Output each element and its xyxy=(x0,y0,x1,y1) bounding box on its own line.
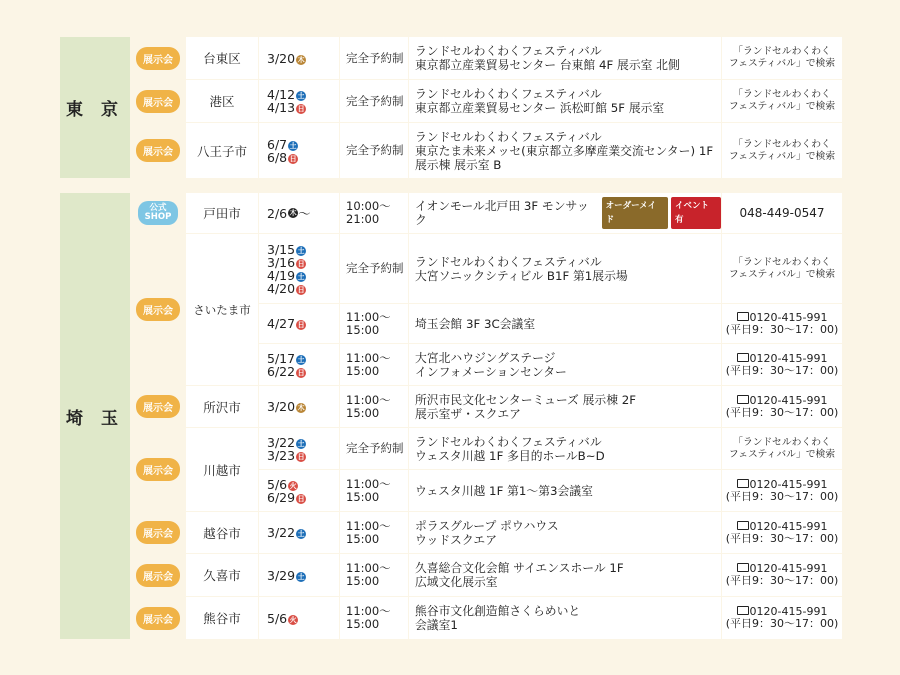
weekday-badge: 土 xyxy=(297,92,305,100)
venue-cell: ランドセルわくわくフェスティバル 大宮ソニックシティビル B1F 第1展示場 xyxy=(409,234,721,303)
weekday-badge: 日 xyxy=(297,259,305,268)
date-cell: 3/22 土 3/23 日 xyxy=(259,428,339,469)
exhibition-badge: 展示会 xyxy=(136,521,180,544)
contact-cell: 0120-415-991 (平日9：30〜17：00) xyxy=(722,304,842,343)
region-saitama xyxy=(60,193,130,639)
time-cell: 11:00〜 15:00 xyxy=(340,597,408,639)
venue-cell: イオンモール北戸田 3F モンサック オーダーメイド イベント有 xyxy=(409,193,721,233)
date-cell: 5/17 土 6/22 日 xyxy=(259,344,339,385)
weekday-badge: 日 xyxy=(297,452,305,461)
city: さいたま市 xyxy=(186,234,258,385)
weekday-badge: 土 xyxy=(297,272,305,281)
time-cell: 完全予約制 xyxy=(340,123,408,178)
time-cell: 11:00〜 15:00 xyxy=(340,554,408,596)
time-cell: 完全予約制 xyxy=(340,37,408,79)
exhibition-badge: 展示会 xyxy=(136,139,180,162)
time-cell: 11:00〜 15:00 xyxy=(340,470,408,511)
venue-cell: 大宮北ハウジングステージ インフォメーションセンター xyxy=(409,344,721,385)
contact-cell: 「ランドセルわくわく フェスティバル」で検索 xyxy=(722,428,842,469)
date-cell: 4/27 日 xyxy=(259,304,339,343)
venue-cell: 久喜総合文化会館 サイエンスホール 1F 広域文化展示室 xyxy=(409,554,721,596)
date-cell: 5/6 火 6/29 日 xyxy=(259,470,339,511)
contact-cell: 「ランドセルわくわく フェスティバル」で検索 xyxy=(722,37,842,79)
weekday-badge: 土 xyxy=(297,246,305,255)
contact-cell: 0120-415-991 (平日9：30〜17：00) xyxy=(722,512,842,553)
city: 所沢市 xyxy=(186,386,258,427)
time-cell: 10:00〜 21:00 xyxy=(340,193,408,233)
time-cell: 完全予約制 xyxy=(340,80,408,122)
exhibition-badge: 展示会 xyxy=(136,90,180,113)
region-tokyo xyxy=(60,37,130,178)
weekday-badge: 日 xyxy=(297,368,305,377)
table-row xyxy=(130,554,842,596)
free-dial-icon xyxy=(737,353,749,362)
exhibition-badge: 展示会 xyxy=(136,564,180,587)
exhibition-badge: 展示会 xyxy=(136,298,180,321)
free-dial-icon xyxy=(737,312,749,321)
weekday-badge: 日 xyxy=(297,105,305,113)
table-row xyxy=(130,386,842,427)
weekday-badge: 日 xyxy=(289,154,297,163)
time-cell: 11:00〜 15:00 xyxy=(340,512,408,553)
venue-cell: ポラスグループ ポウハウス ウッドスクエア xyxy=(409,512,721,553)
event-tag: イベント有 xyxy=(671,197,721,229)
weekday-badge: 火 xyxy=(289,481,297,490)
date-cell: 3/20 木 xyxy=(259,386,339,427)
table-row xyxy=(130,344,842,385)
weekday-badge: 日 xyxy=(297,321,305,329)
contact-cell: 「ランドセルわくわく フェスティバル」で検索 xyxy=(722,123,842,178)
date-cell: 3/20 木 xyxy=(259,37,339,79)
city: 港区 xyxy=(186,80,258,122)
free-dial-icon xyxy=(737,563,749,572)
venue-cell: ランドセルわくわくフェスティバル 東京たま未来メッセ(東京都立多摩産業交流センター) 1F 展示棟 展示室 B xyxy=(409,123,721,178)
date-cell: 3/29 土 xyxy=(259,554,339,596)
date-cell: 3/15 土 3/16 日 4/19 土 4/20 日 xyxy=(259,234,339,303)
venue-cell: ウェスタ川越 1F 第1〜第3会議室 xyxy=(409,470,721,511)
city: 八王子市 xyxy=(186,123,258,178)
contact-cell: 048-449-0547 xyxy=(722,193,842,233)
weekday-badge: 日 xyxy=(297,494,305,503)
weekday-badge: 土 xyxy=(297,439,305,448)
region-label: 東 京 xyxy=(66,100,124,120)
exhibition-badge: 展示会 xyxy=(136,607,180,630)
city: 戸田市 xyxy=(186,193,258,233)
weekday-badge: 木 xyxy=(297,404,305,412)
time-cell: 11:00〜 15:00 xyxy=(340,344,408,385)
exhibition-badge: 展示会 xyxy=(136,47,180,70)
time-cell: 11:00〜 15:00 xyxy=(340,386,408,427)
city: 熊谷市 xyxy=(186,597,258,639)
free-dial-icon xyxy=(737,521,749,530)
contact-cell: 0120-415-991 (平日9：30〜17：00) xyxy=(722,597,842,639)
venue-cell: 熊谷市文化創造館さくらめいと 会議室1 xyxy=(409,597,721,639)
date-cell: 6/7 土 6/8 日 xyxy=(259,123,339,178)
city: 久喜市 xyxy=(186,554,258,596)
free-dial-icon xyxy=(737,479,749,488)
free-dial-icon xyxy=(737,606,749,615)
contact-cell: 「ランドセルわくわく フェスティバル」で検索 xyxy=(722,80,842,122)
venue-cell: 埼玉会館 3F 3C会議室 xyxy=(409,304,721,343)
contact-cell: 0120-415-991 (平日9：30〜17：00) xyxy=(722,470,842,511)
time-cell: 完全予約制 xyxy=(340,428,408,469)
table-row xyxy=(130,123,842,178)
table-row xyxy=(130,512,842,553)
tokyo-table xyxy=(60,37,842,178)
table-row xyxy=(130,470,842,511)
city: 川越市 xyxy=(186,428,258,511)
table-row xyxy=(130,304,842,343)
date-cell: 2/6 木 〜 xyxy=(259,193,339,233)
city: 越谷市 xyxy=(186,512,258,553)
region-label: 埼 玉 xyxy=(66,408,124,429)
exhibition-badge: 展示会 xyxy=(136,395,180,418)
venue-cell: ランドセルわくわくフェスティバル 東京都立産業貿易センター 台東館 4F 展示室 北側 xyxy=(409,37,721,79)
exhibition-badge: 展示会 xyxy=(136,458,180,481)
weekday-badge: 土 xyxy=(289,141,297,150)
table-row xyxy=(130,193,842,233)
weekday-badge: 火 xyxy=(289,615,297,624)
venue-cell: ランドセルわくわくフェスティバル ウェスタ川越 1F 多目的ホールB~D xyxy=(409,428,721,469)
table-row xyxy=(130,80,842,122)
order-made-tag: オーダーメイド xyxy=(602,197,668,229)
shop-badge: 公式 SHOP xyxy=(138,201,179,225)
weekday-badge: 日 xyxy=(297,285,305,294)
table-row xyxy=(130,234,842,303)
contact-cell: 0120-415-991 (平日9：30〜17：00) xyxy=(722,344,842,385)
table-row xyxy=(130,428,842,469)
weekday-badge: 木 xyxy=(289,209,297,217)
weekday-badge: 土 xyxy=(297,572,305,581)
saitama-table xyxy=(60,193,842,639)
table-row xyxy=(130,37,842,79)
weekday-badge: 木 xyxy=(297,55,305,64)
table-row xyxy=(130,597,842,639)
date-cell: 5/6 火 xyxy=(259,597,339,639)
city: 台東区 xyxy=(186,37,258,79)
contact-cell: 0120-415-991 (平日9：30〜17：00) xyxy=(722,554,842,596)
venue-cell: ランドセルわくわくフェスティバル 東京都立産業貿易センター 浜松町館 5F 展示室 xyxy=(409,80,721,122)
date-cell: 4/12 土 4/13 日 xyxy=(259,80,339,122)
date-cell: 3/22 土 xyxy=(259,512,339,553)
time-cell: 11:00〜 15:00 xyxy=(340,304,408,343)
contact-cell: 0120-415-991 (平日9：30〜17：00) xyxy=(722,386,842,427)
contact-cell: 「ランドセルわくわく フェスティバル」で検索 xyxy=(722,234,842,303)
weekday-badge: 土 xyxy=(297,530,305,538)
venue-cell: 所沢市民文化センターミューズ 展示棟 2F 展示室ザ・スクエア xyxy=(409,386,721,427)
time-cell: 完全予約制 xyxy=(340,234,408,303)
free-dial-icon xyxy=(737,395,749,404)
weekday-badge: 土 xyxy=(297,355,305,364)
